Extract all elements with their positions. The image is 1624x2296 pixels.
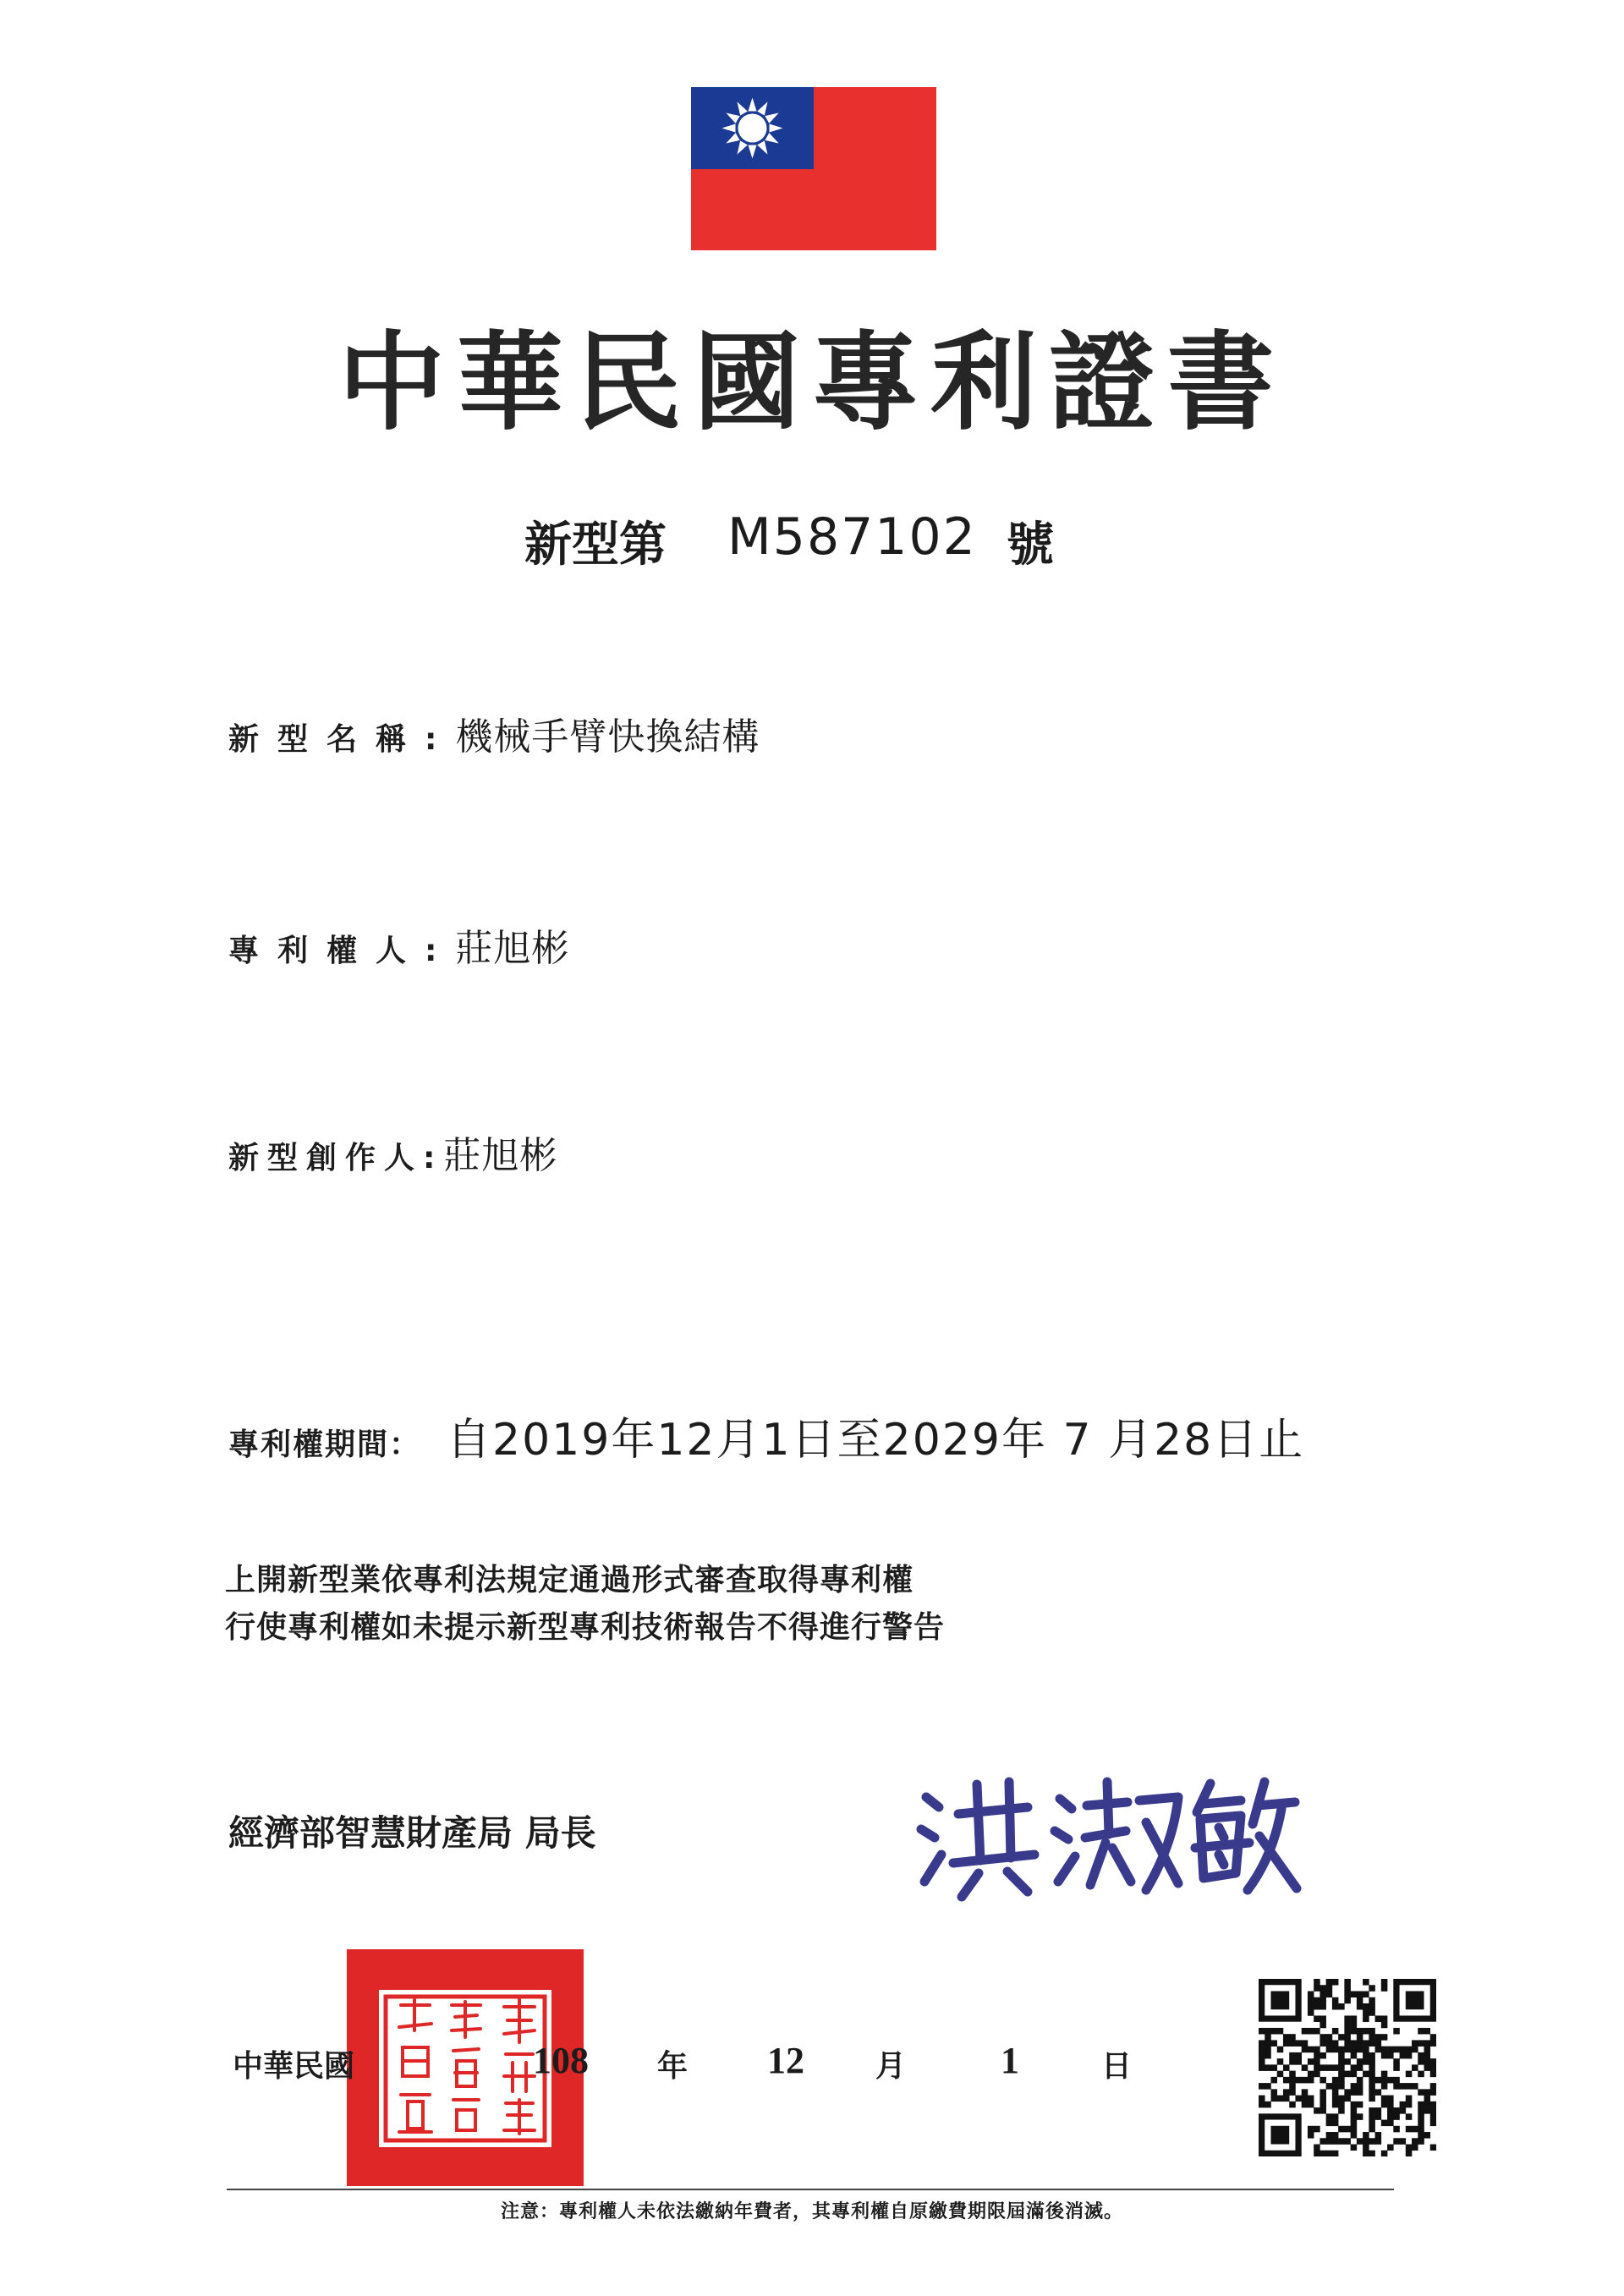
date-month: 12 <box>767 2040 804 2081</box>
creator-row <box>228 1125 557 1175</box>
patent-period-row <box>228 1404 1304 1467</box>
name-value: 機械手臂快換結構 <box>455 715 760 759</box>
date-era: 中華民國 <box>233 2049 355 2084</box>
creator-value: 莊旭彬 <box>443 1134 558 1177</box>
footer-divider <box>227 2189 1394 2190</box>
patent-number: M587102 <box>727 507 977 567</box>
period-value: 自2019年12月1日至2029年 7 月28日止 <box>447 1415 1305 1466</box>
date-day: 1 <box>1001 2040 1019 2081</box>
director-signature <box>909 1763 1307 1907</box>
date-day-unit: 日 <box>1101 2049 1133 2084</box>
patent-number-prefix: 新型第 <box>524 517 667 573</box>
certificate-title: 中華民國專利證書 <box>338 320 1286 445</box>
national-flag-icon <box>691 87 936 250</box>
statement-line-2: 行使專利權如未提示新型專利技術報告不得進行警告 <box>225 1610 946 1645</box>
utility-model-name-row <box>228 706 760 757</box>
creator-label: 新型創作人: <box>228 1141 444 1175</box>
name-label: 新型名稱: <box>228 722 456 757</box>
patent-number-suffix: 號 <box>1007 517 1054 573</box>
date-year-unit: 年 <box>657 2049 689 2084</box>
statement-line-1: 上開新型業依專利法規定通過形式審查取得專利權 <box>225 1563 914 1597</box>
owner-value: 莊旭彬 <box>455 927 570 970</box>
qr-code-icon <box>1259 1979 1436 2156</box>
period-label: 專利權期間： <box>228 1427 422 1462</box>
footer-note: 注意：專利權人未依法繳納年費者，其專利權自原繳費期限屆滿後消滅。 <box>500 2201 1123 2222</box>
owner-label: 專利權人: <box>228 934 456 968</box>
patentee-row <box>228 918 569 968</box>
date-month-unit: 月 <box>875 2049 907 2084</box>
director-title: 經濟部智慧財產局 局長 <box>228 1812 596 1854</box>
date-year: 108 <box>533 2040 589 2081</box>
